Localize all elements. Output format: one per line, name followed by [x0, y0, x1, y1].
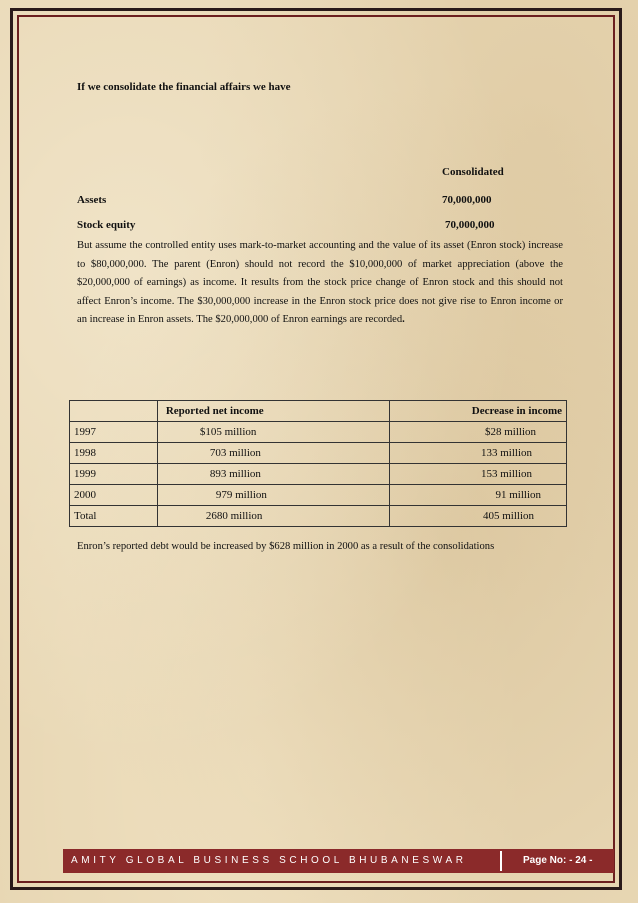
table-cell-net-income: 893 million [157, 464, 389, 485]
table-cell-year: 1999 [70, 464, 158, 485]
table-cell-year: Total [70, 506, 158, 527]
table-header-year [70, 401, 158, 422]
table-cell-year: 1997 [70, 422, 158, 443]
table-cell-decrease: 91 million [390, 485, 567, 506]
table-cell-decrease: 153 million [390, 464, 567, 485]
assets-value: 70,000,000 [442, 194, 492, 206]
table-cell-net-income: 703 million [157, 443, 389, 464]
table-cell-decrease: 405 million [390, 506, 567, 527]
table-header-decrease: Decrease in income [390, 401, 567, 422]
table-cell-year: 2000 [70, 485, 158, 506]
table-header-row [70, 401, 567, 422]
table-cell-net-income: 2680 million [157, 506, 389, 527]
table-cell-decrease: $28 million [390, 422, 567, 443]
consolidated-header: Consolidated [442, 166, 504, 178]
footer-divider [500, 851, 502, 871]
debt-paragraph: Enron’s reported debt would be increased by $628 million in 2000 as a result of the consolidations [77, 541, 495, 552]
table-row [70, 422, 567, 443]
table-row [70, 443, 567, 464]
page-number: Page No: - 24 - [523, 855, 593, 866]
paragraph-end: . [402, 314, 405, 325]
table-row [70, 464, 567, 485]
intro-heading: If we consolidate the financial affairs we have [77, 81, 291, 93]
table-header-net-income: Reported net income [157, 401, 389, 422]
table-cell-net-income: 979 million [157, 485, 389, 506]
table-row [70, 506, 567, 527]
stock-equity-label: Stock equity [77, 219, 136, 231]
school-name: AMITY GLOBAL BUSINESS SCHOOL BHUBANESWAR [71, 855, 467, 866]
table-cell-year: 1998 [70, 443, 158, 464]
table-row [70, 485, 567, 506]
explanation-paragraph [77, 237, 563, 330]
assets-label: Assets [77, 194, 107, 206]
table-cell-net-income: $105 million [157, 422, 389, 443]
stock-equity-value: 70,000,000 [445, 219, 495, 231]
paragraph-text: But assume the controlled entity uses mark-to-market accounting and the value of its asset (Enron stock) increase to $80,000,000. The parent (Enron) should not record the $10,000,000 of market appreciation (above the $20,000,000 of earnings) as income. It results from the stock price change of Enron stock and this should not affect Enron’s income. The $30,000,000 increase in the Enron stock price does not give rise to Enron income or an increase in Enron assets. The $20,000,000 of Enron earnings are recorded [77, 240, 563, 325]
page-footer [63, 849, 614, 873]
income-table [69, 400, 567, 527]
table-cell-decrease: 133 million [390, 443, 567, 464]
